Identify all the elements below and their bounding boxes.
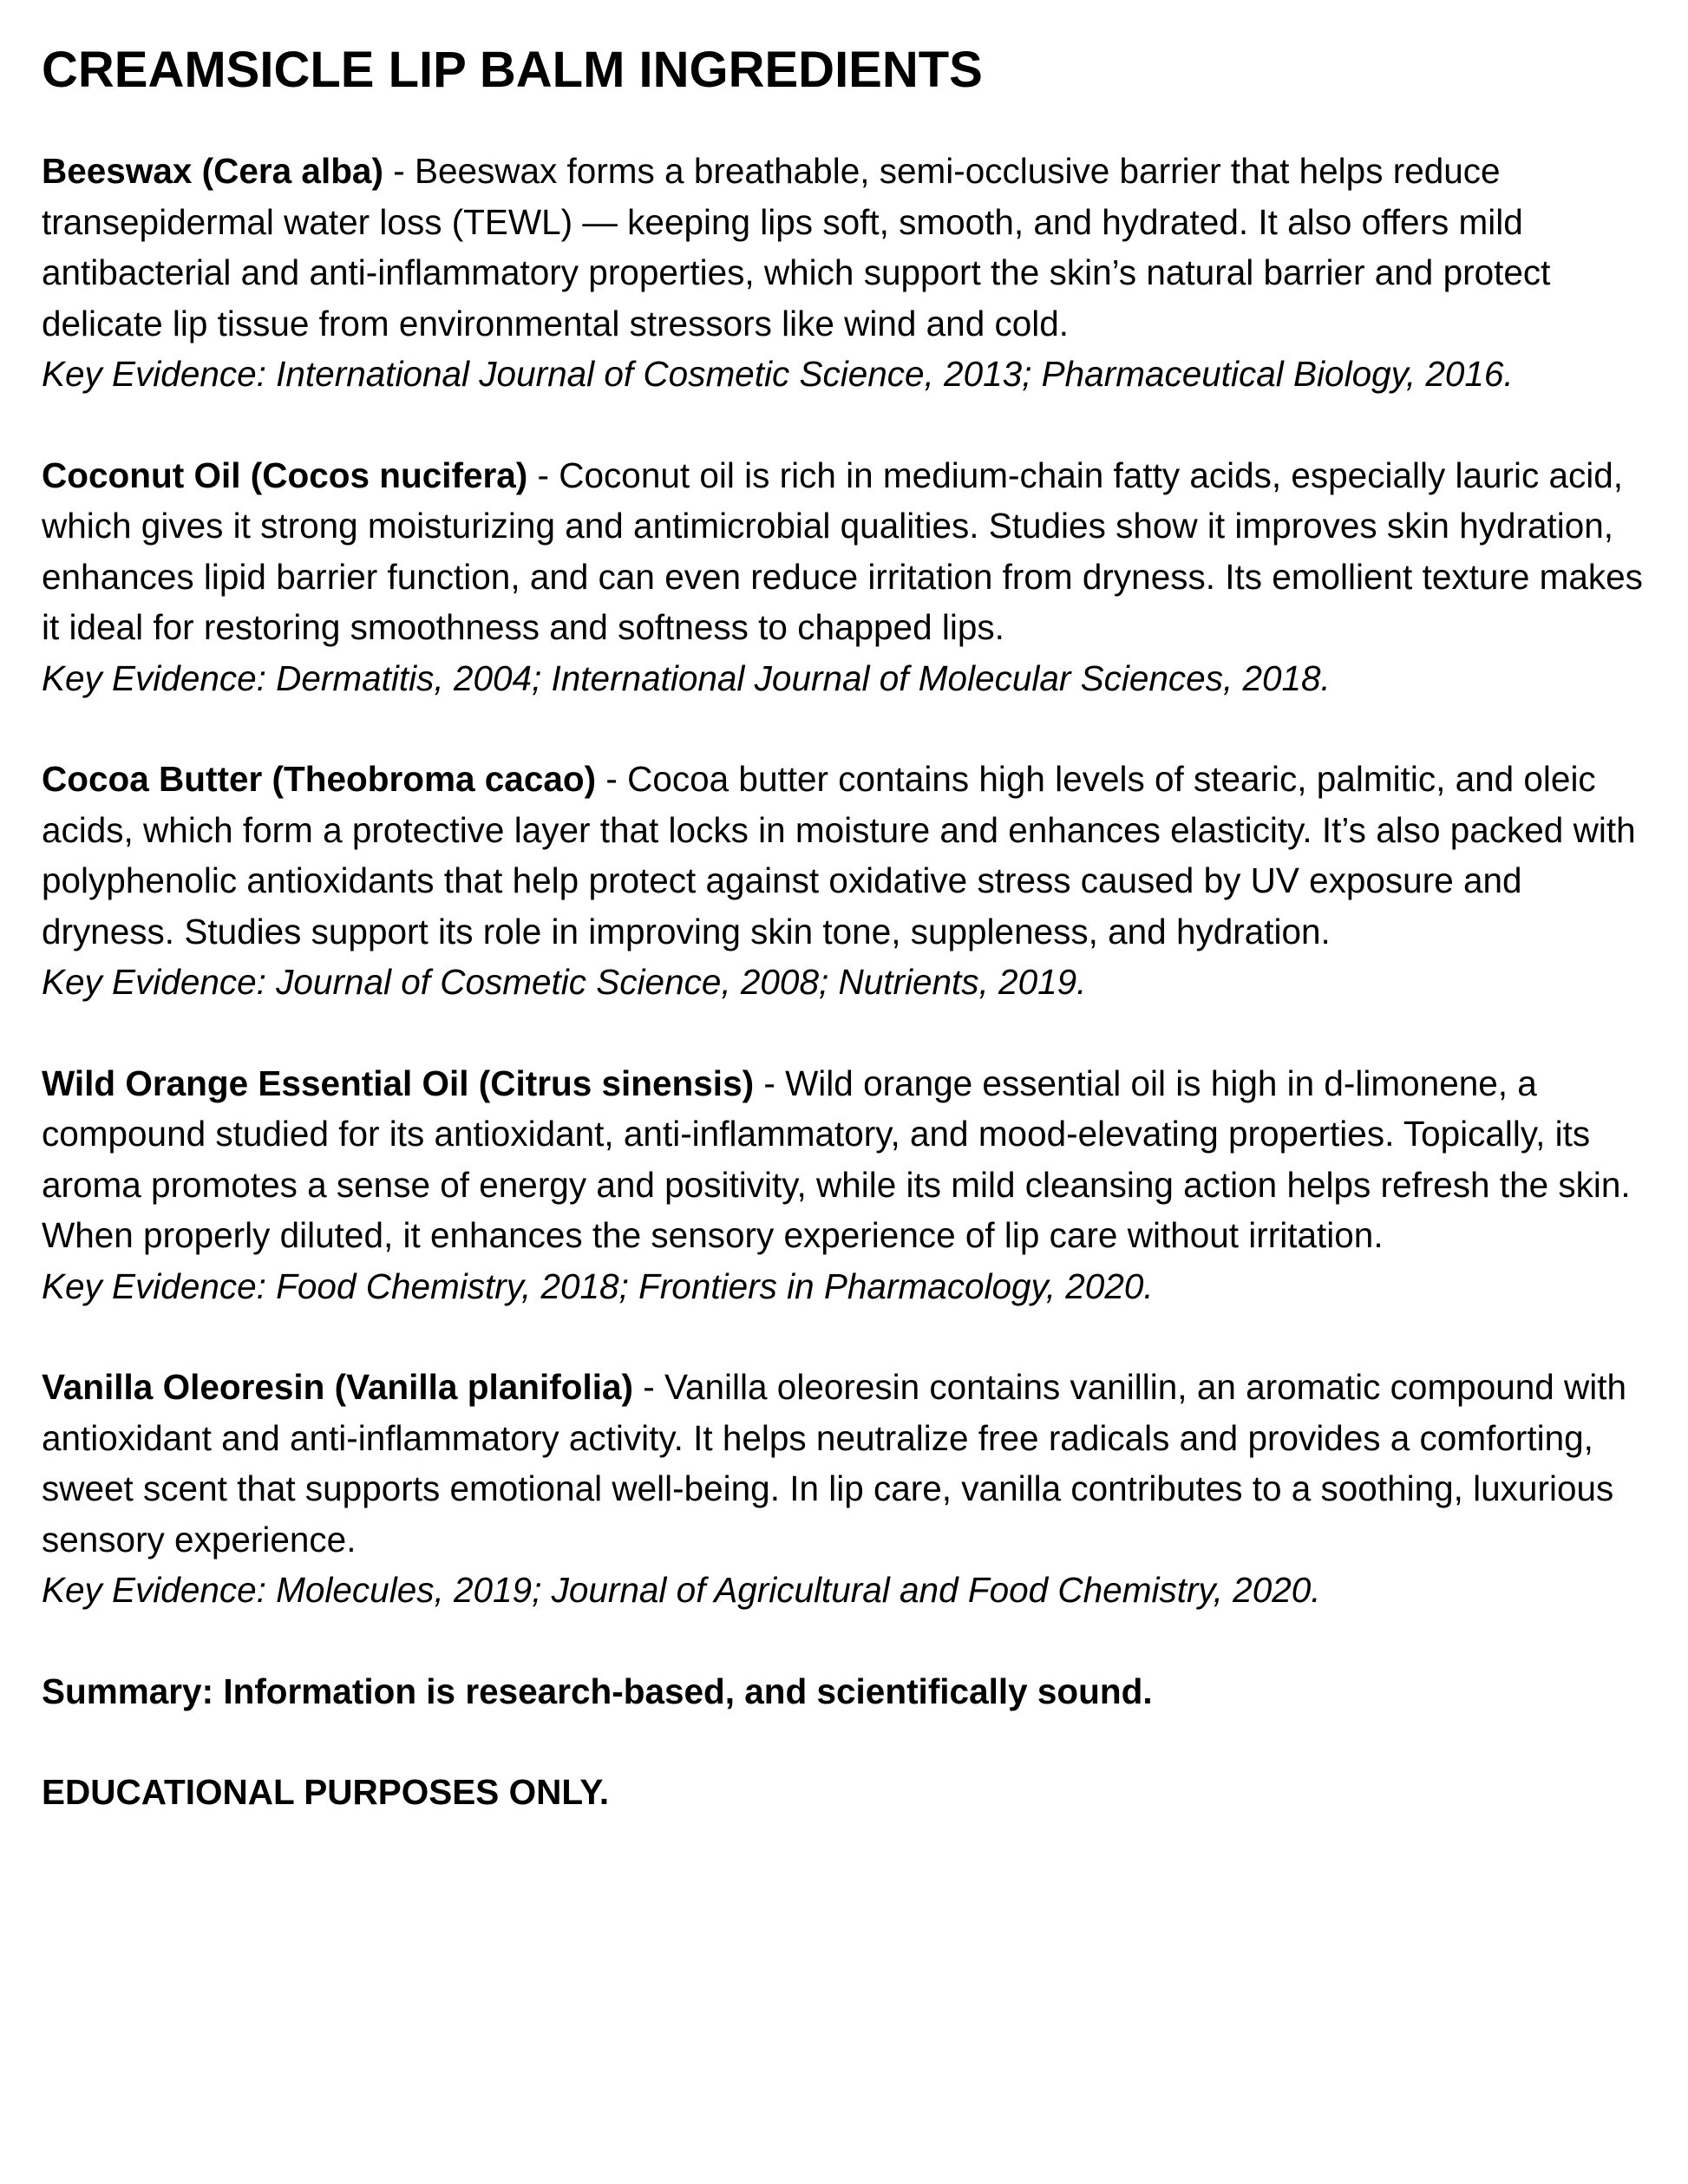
ingredient-separator: - [632, 1367, 664, 1407]
ingredient-description: Wild orange essential oil is high in d-limonene, a compound studied for its antioxidant, anti-inflammatory, and mood-elevating properties. Topically, its aroma promotes a sense of energy and positivity, while its mild cleansing action helps refresh the skin. When properly diluted, it enhances the sensory experience of lip care without irritation. [42, 1063, 1631, 1255]
ingredient-name: Coconut Oil (Cocos nucifera) [42, 454, 528, 495]
ingredient-cocoa-butter [42, 754, 1655, 1008]
ingredient-vanilla-oleoresin [42, 1362, 1655, 1616]
ingredient-evidence: Key Evidence: Journal of Cosmetic Science, 2008; Nutrients, 2019. [42, 962, 1087, 1002]
summary-statement: Summary: Information is research-based, and scientifically sound. [42, 1671, 1153, 1711]
ingredient-paragraph [42, 754, 1655, 957]
ingredient-separator: - [527, 454, 559, 495]
ingredient-description: Cocoa butter contains high levels of stearic, palmitic, and oleic acids, which form a protective layer that locks in moisture and enhances elasticity. It’s also packed with polyphenolic antioxidants that help protect against oxidative stress caused by UV exposure and dryness. Studies support its role in improving skin tone, suppleness, and hydration. [42, 759, 1636, 951]
ingredient-paragraph [42, 1058, 1655, 1261]
ingredient-separator: - [754, 1063, 786, 1103]
ingredient-name: Wild Orange Essential Oil (Citrus sinensis) [42, 1063, 755, 1103]
document-page [42, 40, 1655, 1818]
disclaimer: EDUCATIONAL PURPOSES ONLY. [42, 1772, 610, 1812]
ingredient-separator: - [596, 759, 628, 799]
ingredient-paragraph [42, 450, 1655, 653]
ingredient-description: Coconut oil is rich in medium-chain fatty acids, especially lauric acid, which gives it strong moisturizing and antimicrobial qualities. Studies show it improves skin hydration, enhances lipid barrier function, and can even reduce irritation from dryness. Its emollient texture makes it ideal for restoring smoothness and softness to chapped lips. [42, 454, 1643, 647]
ingredient-name: Beeswax (Cera alba) [42, 151, 383, 191]
ingredient-evidence: Key Evidence: Food Chemistry, 2018; Frontiers in Pharmacology, 2020. [42, 1265, 1154, 1306]
ingredient-evidence: Key Evidence: International Journal of Cosmetic Science, 2013; Pharmaceutical Biology, 2016. [42, 354, 1514, 394]
ingredient-coconut-oil [42, 450, 1655, 704]
ingredient-description: Vanilla oleoresin contains vanillin, an aromatic compound with antioxidant and anti-inflammatory activity. It helps neutralize free radicals and provides a comforting, sweet scent that supports emotional well-being. In lip care, vanilla contributes to a soothing, luxurious sensory experience. [42, 1367, 1627, 1560]
ingredient-paragraph [42, 1362, 1655, 1565]
ingredient-wild-orange [42, 1058, 1655, 1312]
page-title: CREAMSICLE LIP BALM INGREDIENTS [42, 42, 983, 98]
ingredient-description: Beeswax forms a breathable, semi-occlusive barrier that helps reduce transepidermal water loss (TEWL) — keeping lips soft, smooth, and hydrated. It also offers mild antibacterial and anti-inflammatory properties, which support the skin’s natural barrier and protect delicate lip tissue from environmental stressors like wind and cold. [42, 151, 1551, 343]
ingredient-evidence: Key Evidence: Dermatitis, 2004; International Journal of Molecular Sciences, 2018. [42, 657, 1331, 698]
ingredient-beeswax [42, 146, 1655, 400]
ingredient-name: Cocoa Butter (Theobroma cacao) [42, 759, 597, 799]
ingredient-evidence: Key Evidence: Molecules, 2019; Journal of Agricultural and Food Chemistry, 2020. [42, 1570, 1321, 1610]
ingredient-name: Vanilla Oleoresin (Vanilla planifolia) [42, 1367, 633, 1407]
ingredient-separator: - [383, 151, 415, 191]
ingredient-paragraph [42, 146, 1655, 349]
